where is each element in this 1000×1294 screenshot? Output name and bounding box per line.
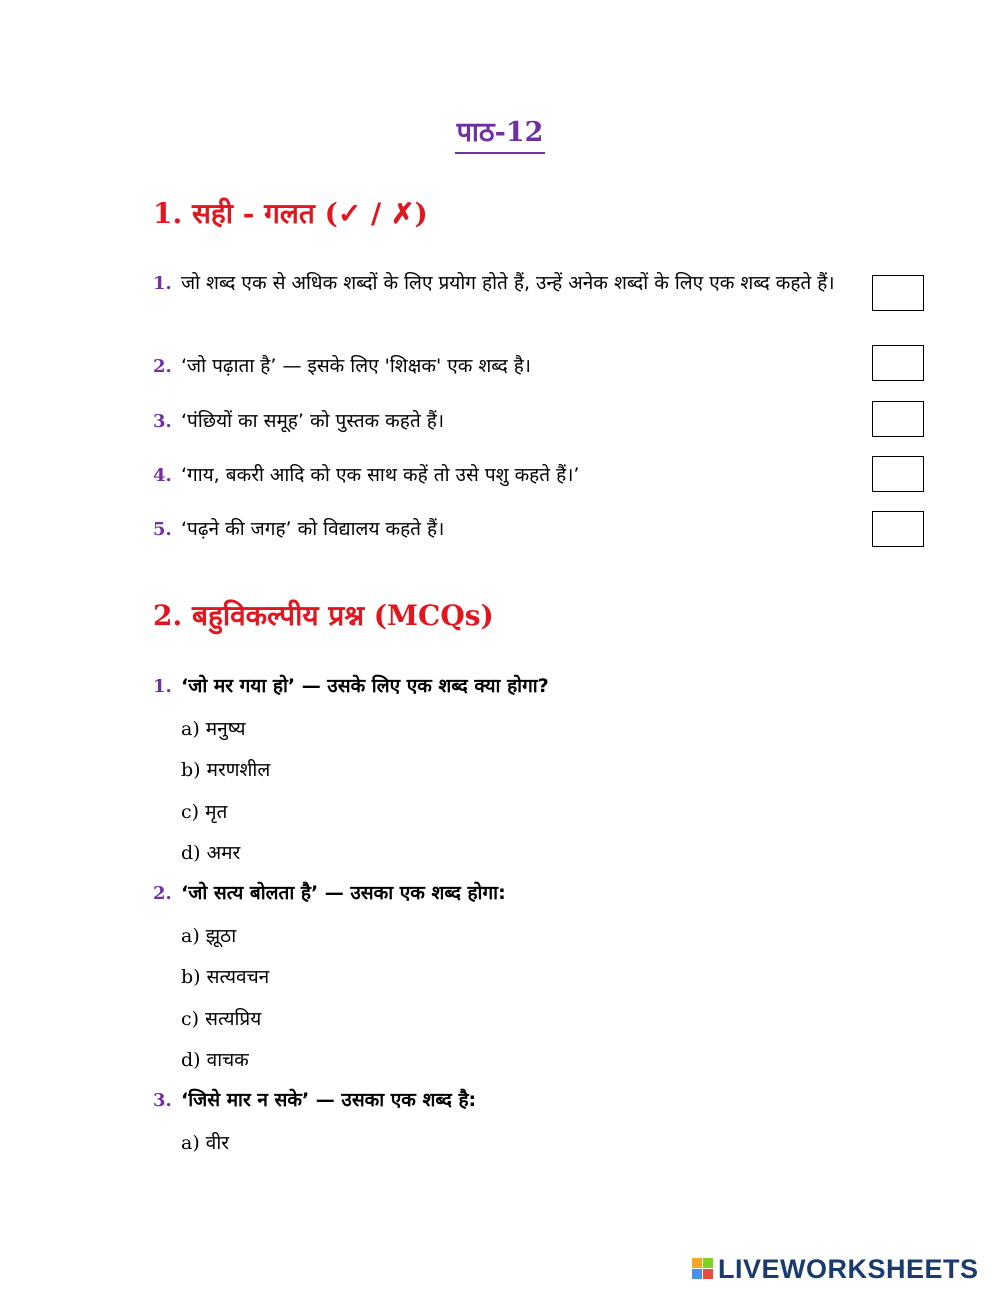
option-text: वीर xyxy=(205,1132,230,1154)
tf-item-3 xyxy=(153,401,853,442)
option-text: मरणशील xyxy=(206,759,271,781)
option-letter: a) xyxy=(181,925,200,947)
tf-item-num: 1. xyxy=(153,273,172,294)
mcq-1-option-d[interactable] xyxy=(181,841,240,865)
tf-item-num: 2. xyxy=(153,356,172,377)
tf-item-text: ‘गाय, बकरी आदि को एक साथ कहें तो उसे पशु कहते हैं।’ xyxy=(181,464,580,486)
mcq-1-option-c[interactable] xyxy=(181,800,227,824)
tf-answer-box-5[interactable] xyxy=(872,511,924,547)
tf-item-text: ‘पढ़ने की जगह’ को विद्यालय कहते हैं। xyxy=(181,518,445,540)
option-letter: c) xyxy=(181,801,200,823)
tf-item-text: ‘जो पढ़ाता है’ — इसके लिए 'शिक्षक' एक शब्द है। xyxy=(181,355,532,377)
mcq-question-2 xyxy=(153,873,853,914)
mcq-1-option-b[interactable] xyxy=(181,758,270,782)
liveworksheets-brand[interactable] xyxy=(692,1254,979,1284)
mcq-2-option-b[interactable] xyxy=(181,965,269,989)
option-text: सत्यप्रिय xyxy=(205,1008,262,1030)
option-letter: b) xyxy=(181,759,201,781)
tf-answer-box-3[interactable] xyxy=(872,401,924,437)
tf-item-num: 4. xyxy=(153,465,172,486)
option-letter: d) xyxy=(181,842,201,864)
section2-heading: 2. बहुविकल्पीय प्रश्न (MCQs) xyxy=(153,599,494,632)
mcq-question-text: ‘जो सत्य बोलता है’ — उसका एक शब्द होगा: xyxy=(181,882,506,904)
page-title: पाठ-12 xyxy=(455,117,546,154)
section1-heading: 1. सही - गलत (✓ / ✗) xyxy=(153,197,428,230)
tf-item-2 xyxy=(153,346,853,387)
logo-square xyxy=(703,1269,713,1279)
option-letter: d) xyxy=(181,1049,201,1071)
logo-square xyxy=(692,1258,702,1268)
mcq-question-num: 2. xyxy=(153,883,172,904)
tf-item-5 xyxy=(153,509,853,550)
logo-square xyxy=(692,1269,702,1279)
mcq-1-option-a[interactable] xyxy=(181,717,245,741)
mcq-2-option-d[interactable] xyxy=(181,1048,249,1072)
tf-item-text: जो शब्द एक से अधिक शब्दों के लिए प्रयोग होते हैं, उन्हें अनेक शब्दों के लिए एक शब्द कहते हैं। xyxy=(181,272,835,294)
option-text: अमर xyxy=(206,842,241,864)
mcq-2-option-c[interactable] xyxy=(181,1007,261,1031)
tf-item-1 xyxy=(153,263,853,304)
logo-square xyxy=(703,1258,713,1268)
tf-item-num: 3. xyxy=(153,411,172,432)
tf-item-text: ‘पंछियों का समूह’ को पुस्तक कहते हैं। xyxy=(181,410,445,432)
tf-item-4 xyxy=(153,455,853,496)
mcq-2-option-a[interactable] xyxy=(181,924,236,948)
tf-item-num: 5. xyxy=(153,519,172,540)
mcq-question-num: 1. xyxy=(153,676,172,697)
mcq-question-text: ‘जो मर गया हो’ — उसके लिए एक शब्द क्या होगा? xyxy=(181,675,549,697)
mcq-3-option-a[interactable] xyxy=(181,1131,229,1155)
mcq-question-num: 3. xyxy=(153,1090,172,1111)
mcq-question-3 xyxy=(153,1080,853,1121)
option-text: मृत xyxy=(205,801,228,823)
option-text: वाचक xyxy=(206,1049,249,1071)
mcq-question-text: ‘जिसे मार न सके’ — उसका एक शब्द है: xyxy=(181,1089,477,1111)
option-letter: a) xyxy=(181,718,200,740)
option-text: मनुष्य xyxy=(205,718,246,740)
page-title-wrap xyxy=(0,112,1000,149)
option-text: झूठा xyxy=(205,925,237,947)
tf-answer-box-2[interactable] xyxy=(872,345,924,381)
brand-name: LIVEWORKSHEETS xyxy=(718,1253,979,1284)
option-letter: a) xyxy=(181,1132,200,1154)
tf-answer-box-1[interactable] xyxy=(872,275,924,311)
liveworksheets-logo-icon xyxy=(692,1258,714,1280)
option-text: सत्यवचन xyxy=(206,966,270,988)
option-letter: b) xyxy=(181,966,201,988)
tf-answer-box-4[interactable] xyxy=(872,456,924,492)
mcq-question-1 xyxy=(153,666,853,707)
option-letter: c) xyxy=(181,1008,200,1030)
